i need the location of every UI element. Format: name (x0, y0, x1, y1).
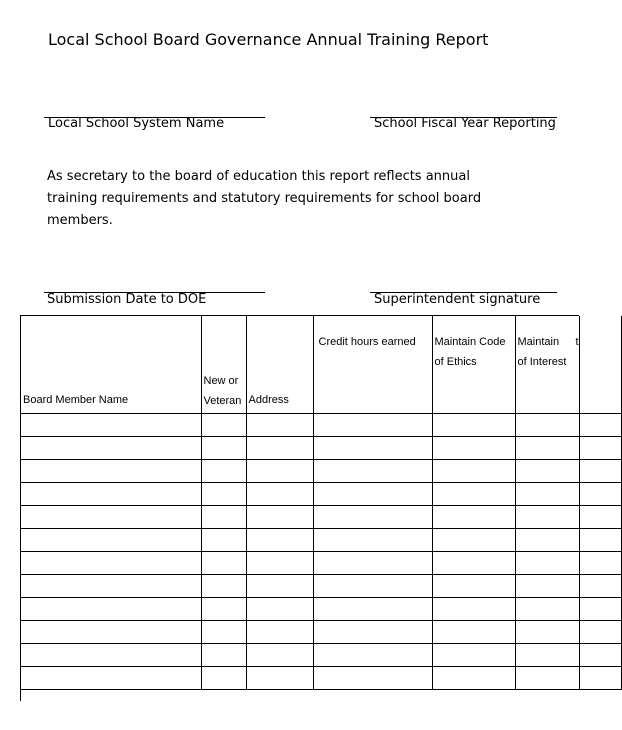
table-cell[interactable] (432, 437, 515, 460)
submission-date-label: Submission Date to DOE (47, 292, 207, 307)
table-cell[interactable] (313, 598, 432, 621)
table-row (21, 460, 621, 483)
table-row (21, 552, 621, 575)
table-cell[interactable] (515, 460, 579, 483)
table-cell[interactable] (432, 506, 515, 529)
table-cell[interactable] (201, 667, 246, 690)
table-cell[interactable] (515, 552, 579, 575)
table-cell[interactable] (21, 667, 201, 690)
table-cell[interactable] (515, 644, 579, 667)
header-ethics-line2: of Ethics (434, 356, 477, 368)
table-cell[interactable] (432, 667, 515, 690)
table-cell[interactable] (246, 460, 313, 483)
table-cell[interactable] (579, 644, 621, 667)
header-ethics-line1: Maintain Code (434, 336, 506, 348)
table-cell[interactable] (201, 483, 246, 506)
table-cell[interactable] (313, 483, 432, 506)
table-header-row (21, 316, 621, 414)
table-cell[interactable] (432, 644, 515, 667)
header-address-text: Address (248, 394, 289, 406)
table-cell[interactable] (432, 460, 515, 483)
table-cell[interactable] (246, 552, 313, 575)
table-cell[interactable] (432, 598, 515, 621)
header-new-or-veteran (201, 316, 246, 414)
table-cell[interactable] (515, 506, 579, 529)
table-cell[interactable] (21, 506, 201, 529)
table-cell[interactable] (201, 460, 246, 483)
table-cell[interactable] (201, 575, 246, 598)
table-cell[interactable] (201, 529, 246, 552)
header-maintain-code-of-ethics (432, 316, 515, 414)
table-cell[interactable] (515, 437, 579, 460)
table-cell[interactable] (515, 529, 579, 552)
table-row (21, 437, 621, 460)
header-credit-hours (313, 316, 432, 414)
table-cell[interactable] (432, 414, 515, 437)
table-cell[interactable] (515, 598, 579, 621)
table-cell[interactable] (313, 529, 432, 552)
table-cell[interactable] (579, 621, 621, 644)
training-table (20, 315, 579, 701)
table-cell[interactable] (201, 437, 246, 460)
table-cell[interactable] (246, 575, 313, 598)
table-cell[interactable] (21, 483, 201, 506)
table-cell[interactable] (313, 414, 432, 437)
table-row (21, 667, 621, 690)
table-cell[interactable] (313, 437, 432, 460)
table-row (21, 483, 621, 506)
table-cell[interactable] (515, 575, 579, 598)
header-credit-hours-text: Credit hours earned (318, 336, 416, 348)
table-cell[interactable] (579, 552, 621, 575)
table-row (21, 575, 621, 598)
table-cell[interactable] (313, 552, 432, 575)
superintendent-signature-label: Superintendent signature (374, 292, 541, 307)
header-interest-line2: of Interest (517, 356, 567, 368)
header-veteran-line1: New or (203, 375, 239, 387)
table-cell[interactable] (515, 483, 579, 506)
table-cell[interactable] (579, 460, 621, 483)
table-cell[interactable] (201, 621, 246, 644)
table-cell[interactable] (21, 529, 201, 552)
header-board-member-name (21, 316, 201, 414)
table-cell[interactable] (579, 529, 621, 552)
table-cell[interactable] (246, 667, 313, 690)
table-cell[interactable] (432, 552, 515, 575)
table-cell[interactable] (313, 644, 432, 667)
table-cell[interactable] (313, 667, 432, 690)
table-cell[interactable] (432, 621, 515, 644)
header-extra-text: t (575, 336, 579, 348)
table-cell[interactable] (246, 621, 313, 644)
table-cell[interactable] (579, 483, 621, 506)
table-cell[interactable] (21, 460, 201, 483)
table-cell[interactable] (579, 506, 621, 529)
table-row (21, 529, 621, 552)
table-cell[interactable] (579, 437, 621, 460)
table-cell[interactable] (21, 644, 201, 667)
table-cell[interactable] (21, 598, 201, 621)
header-maintain-of-interest (515, 316, 579, 414)
table-cell[interactable] (21, 437, 201, 460)
table-cell[interactable] (21, 552, 201, 575)
table-cell[interactable] (21, 414, 201, 437)
table-row (21, 506, 621, 529)
table-cell[interactable] (201, 414, 246, 437)
table-row (21, 621, 621, 644)
table-cell[interactable] (246, 437, 313, 460)
table-cell[interactable] (579, 414, 621, 437)
table-cell[interactable] (246, 644, 313, 667)
header-name-text: Board Member Name (23, 394, 129, 406)
header-truncated (575, 316, 621, 414)
school-system-label: Local School System Name (48, 116, 225, 131)
table-cell[interactable] (21, 575, 201, 598)
table-cell[interactable] (201, 644, 246, 667)
table-cell[interactable] (21, 621, 201, 644)
table-cell[interactable] (432, 529, 515, 552)
table-cell[interactable] (579, 667, 621, 690)
table-row (21, 414, 621, 437)
table-cell[interactable] (432, 575, 515, 598)
document-title: Local School Board Governance Annual Training Report (48, 30, 489, 49)
table-row (21, 598, 621, 621)
table-cell[interactable] (201, 598, 246, 621)
table-cell[interactable] (579, 598, 621, 621)
table-cell[interactable] (579, 575, 621, 598)
table-cell[interactable] (246, 506, 313, 529)
table-row (21, 644, 621, 667)
header-address (246, 316, 313, 414)
header-veteran-line2: Veteran (203, 395, 242, 407)
fiscal-year-label: School Fiscal Year Reporting (374, 116, 556, 131)
table-cell[interactable] (313, 460, 432, 483)
table-cell[interactable] (313, 506, 432, 529)
table-cell[interactable] (313, 575, 432, 598)
table-cell[interactable] (246, 483, 313, 506)
report-statement: As secretary to the board of education this report reflects annual training requirements and statutory requirements for school board members. (47, 169, 482, 228)
table-cell[interactable] (246, 598, 313, 621)
table-cell[interactable] (201, 552, 246, 575)
table-cell[interactable] (515, 667, 579, 690)
table-cell[interactable] (515, 621, 579, 644)
header-interest-line1: Maintain (517, 336, 560, 348)
table-cell[interactable] (246, 529, 313, 552)
table-cell[interactable] (432, 483, 515, 506)
table-cell[interactable] (246, 414, 313, 437)
table-cell[interactable] (201, 506, 246, 529)
table-cell[interactable] (313, 621, 432, 644)
table-cell[interactable] (515, 414, 579, 437)
